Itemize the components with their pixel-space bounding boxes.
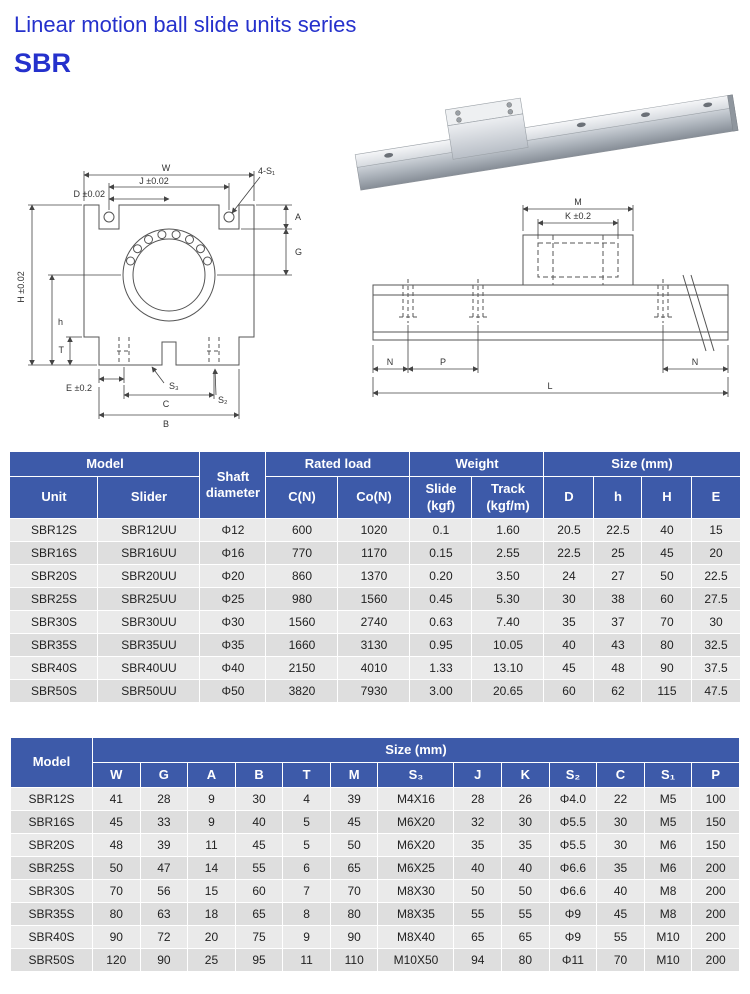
table-cell: M10 xyxy=(644,926,692,949)
column-header: S₂ xyxy=(549,763,597,788)
table-cell: 33 xyxy=(140,811,188,834)
table-cell: 22.5 xyxy=(544,541,594,564)
column-header-unit: Unit xyxy=(10,477,98,519)
table-cell: 40 xyxy=(235,811,283,834)
dim-label-s1: 4-S₁ xyxy=(258,166,276,176)
table-cell: 28 xyxy=(454,788,502,811)
table-cell: SBR16S xyxy=(10,541,98,564)
table-cell: 62 xyxy=(594,679,642,702)
column-header-slider: Slider xyxy=(98,477,200,519)
table-cell: 60 xyxy=(235,880,283,903)
column-header: K xyxy=(502,763,550,788)
column-header-size: Size (mm) xyxy=(544,452,740,477)
column-header: M xyxy=(330,763,378,788)
table-cell: 120 xyxy=(93,949,141,972)
table-cell: SBR25S xyxy=(10,587,98,610)
table-cell: 15 xyxy=(692,518,740,541)
table-cell: 14 xyxy=(188,857,236,880)
table-cell: 600 xyxy=(266,518,338,541)
table-row xyxy=(11,788,740,811)
table-cell: 150 xyxy=(692,811,740,834)
table-cell: 6 xyxy=(283,857,331,880)
table-row xyxy=(11,903,740,926)
dim-label-s2: S₂ xyxy=(218,395,228,405)
column-header-cn: C(N) xyxy=(266,477,338,519)
table-cell: 70 xyxy=(642,610,692,633)
column-header: B xyxy=(235,763,283,788)
table-cell: 200 xyxy=(692,880,740,903)
column-header-track-kgfm: Track (kgf/m) xyxy=(472,477,544,519)
table-cell: 24 xyxy=(544,564,594,587)
table-cell: 1660 xyxy=(266,633,338,656)
table-cell: M6X20 xyxy=(378,811,454,834)
table-cell: 11 xyxy=(283,949,331,972)
table-cell: 3.00 xyxy=(410,679,472,702)
dim-label-j: J ±0.02 xyxy=(139,176,169,186)
table-cell: SBR20S xyxy=(10,564,98,587)
dim-label-d: D ±0.02 xyxy=(73,189,105,199)
table-cell: M10X50 xyxy=(378,949,454,972)
table-cell: Φ16 xyxy=(200,541,266,564)
table-cell: 35 xyxy=(502,834,550,857)
table-cell: 0.45 xyxy=(410,587,472,610)
table-cell: 70 xyxy=(93,880,141,903)
dim-label-g: G xyxy=(295,247,303,257)
table-cell: Φ6.6 xyxy=(549,857,597,880)
table-cell: SBR30UU xyxy=(98,610,200,633)
table-cell: 45 xyxy=(330,811,378,834)
column-header-shaft-diameter: Shaft diameter xyxy=(200,452,266,519)
table-cell: 75 xyxy=(235,926,283,949)
column-header: G xyxy=(140,763,188,788)
table-cell: 3820 xyxy=(266,679,338,702)
table-cell: Φ40 xyxy=(200,656,266,679)
table2-body xyxy=(11,788,740,972)
table-cell: 22.5 xyxy=(692,564,740,587)
table-cell: M5 xyxy=(644,811,692,834)
table-cell: 70 xyxy=(597,949,645,972)
table-cell: Φ6.6 xyxy=(549,880,597,903)
column-header-weight: Weight xyxy=(410,452,544,477)
table-cell: 150 xyxy=(692,834,740,857)
table-row xyxy=(10,633,740,656)
table-cell: 5.30 xyxy=(472,587,544,610)
table-cell: 94 xyxy=(454,949,502,972)
table-cell: 45 xyxy=(597,903,645,926)
front-view-diagram xyxy=(4,127,334,435)
column-header: S₃ xyxy=(378,763,454,788)
dimension-lines xyxy=(28,171,292,419)
dim-label-l: L xyxy=(547,381,553,391)
table-cell: 90 xyxy=(93,926,141,949)
table-cell: 3130 xyxy=(338,633,410,656)
series-title: SBR xyxy=(14,48,72,78)
table-cell: SBR50S xyxy=(10,679,98,702)
table-cell: Φ5.5 xyxy=(549,834,597,857)
dim-label-c: C xyxy=(162,399,170,409)
table-cell: M6 xyxy=(644,834,692,857)
table-cell: 200 xyxy=(692,949,740,972)
column-header: W xyxy=(93,763,141,788)
table-cell: 1560 xyxy=(266,610,338,633)
table-cell: 2150 xyxy=(266,656,338,679)
table-cell: SBR20UU xyxy=(98,564,200,587)
dim-label-b: B xyxy=(162,419,170,429)
spec-table-dimensions xyxy=(10,737,740,973)
table-cell: 37 xyxy=(594,610,642,633)
dimension-lines xyxy=(373,205,728,397)
table-cell: 30 xyxy=(597,811,645,834)
table-cell: 65 xyxy=(330,857,378,880)
table-cell: 9 xyxy=(188,788,236,811)
table-cell: Φ4.0 xyxy=(549,788,597,811)
table-cell: 65 xyxy=(454,926,502,949)
table-cell: 45 xyxy=(544,656,594,679)
column-header: J xyxy=(454,763,502,788)
table-cell: 30 xyxy=(692,610,740,633)
dim-label-k: K ±0.2 xyxy=(565,211,591,221)
table-row xyxy=(10,518,740,541)
table-cell: Φ30 xyxy=(200,610,266,633)
dim-label-n1: N xyxy=(386,357,394,367)
table-cell: 0.1 xyxy=(410,518,472,541)
table-cell: 5 xyxy=(283,834,331,857)
table-cell: SBR25S xyxy=(11,857,93,880)
table-cell: 95 xyxy=(235,949,283,972)
table2-size-cols xyxy=(11,763,740,788)
table-row xyxy=(11,857,740,880)
table-cell: 60 xyxy=(642,587,692,610)
table-cell: 5 xyxy=(283,811,331,834)
table-row xyxy=(11,880,740,903)
column-header: A xyxy=(188,763,236,788)
dim-label-t: T xyxy=(58,345,64,355)
table-cell: 39 xyxy=(140,834,188,857)
table-cell: 26 xyxy=(502,788,550,811)
column-header-size: Size (mm) xyxy=(93,737,740,762)
table-cell: 80 xyxy=(642,633,692,656)
table-cell: 65 xyxy=(235,903,283,926)
table-cell: 27 xyxy=(594,564,642,587)
table-cell: SBR50S xyxy=(11,949,93,972)
technical-diagrams xyxy=(0,49,750,437)
table-cell: 30 xyxy=(544,587,594,610)
table-cell: 90 xyxy=(642,656,692,679)
table-cell: 7930 xyxy=(338,679,410,702)
dim-label-p: P xyxy=(439,357,447,367)
table-cell: 980 xyxy=(266,587,338,610)
table-cell: 770 xyxy=(266,541,338,564)
table-cell: 60 xyxy=(544,679,594,702)
table-cell: 3.50 xyxy=(472,564,544,587)
table-row xyxy=(10,610,740,633)
table-row xyxy=(11,926,740,949)
table-cell: 47 xyxy=(140,857,188,880)
table-cell: 35 xyxy=(454,834,502,857)
dim-label-e: E ±0.2 xyxy=(66,383,92,393)
table-cell: 30 xyxy=(235,788,283,811)
table-cell: 32 xyxy=(454,811,502,834)
table-cell: 0.20 xyxy=(410,564,472,587)
table-cell: 40 xyxy=(642,518,692,541)
table-cell: 63 xyxy=(140,903,188,926)
table-cell: 50 xyxy=(454,880,502,903)
table-cell: M8 xyxy=(644,903,692,926)
table-row xyxy=(10,541,740,564)
table-cell: SBR20S xyxy=(11,834,93,857)
table-cell: SBR12S xyxy=(11,788,93,811)
column-header-e: E xyxy=(692,477,740,519)
table-cell: 90 xyxy=(330,926,378,949)
table-cell: 70 xyxy=(330,880,378,903)
table-cell: Φ12 xyxy=(200,518,266,541)
table-cell: 200 xyxy=(692,903,740,926)
tables-gap xyxy=(0,703,750,723)
table-cell: 0.95 xyxy=(410,633,472,656)
table-cell: 1370 xyxy=(338,564,410,587)
table-cell: 40 xyxy=(597,880,645,903)
column-header: T xyxy=(283,763,331,788)
table-cell: Φ25 xyxy=(200,587,266,610)
table-cell: 41 xyxy=(93,788,141,811)
table-cell: SBR12S xyxy=(10,518,98,541)
table-cell: M8X35 xyxy=(378,903,454,926)
table-cell: 50 xyxy=(642,564,692,587)
table-cell: 28 xyxy=(140,788,188,811)
table-cell: SBR16UU xyxy=(98,541,200,564)
table-cell: 40 xyxy=(454,857,502,880)
table-cell: 25 xyxy=(594,541,642,564)
table-cell: 39 xyxy=(330,788,378,811)
page-title: Linear motion ball slide units series xyxy=(14,12,357,37)
column-header-con: Co(N) xyxy=(338,477,410,519)
column-header: S₁ xyxy=(644,763,692,788)
table-cell: Φ20 xyxy=(200,564,266,587)
table-cell: M8X30 xyxy=(378,880,454,903)
table-cell: SBR40S xyxy=(11,926,93,949)
table-cell: 11 xyxy=(188,834,236,857)
table-cell: 13.10 xyxy=(472,656,544,679)
table-cell: 45 xyxy=(642,541,692,564)
table-cell: 20.5 xyxy=(544,518,594,541)
table-cell: 15 xyxy=(188,880,236,903)
table-cell: 40 xyxy=(544,633,594,656)
table-cell: 2.55 xyxy=(472,541,544,564)
table-cell: 90 xyxy=(140,949,188,972)
table-row xyxy=(11,811,740,834)
table-row xyxy=(11,834,740,857)
table-cell: 10.05 xyxy=(472,633,544,656)
table-cell: 40 xyxy=(502,857,550,880)
table-cell: 7.40 xyxy=(472,610,544,633)
table-cell: 50 xyxy=(93,857,141,880)
table-cell: 55 xyxy=(454,903,502,926)
table-cell: SBR35S xyxy=(10,633,98,656)
table-cell: M6X20 xyxy=(378,834,454,857)
table-cell: 1.60 xyxy=(472,518,544,541)
table-cell: M6X25 xyxy=(378,857,454,880)
rail-render xyxy=(350,65,738,190)
table-cell: 35 xyxy=(544,610,594,633)
table-cell: Φ5.5 xyxy=(549,811,597,834)
table-cell: 1020 xyxy=(338,518,410,541)
column-header: C xyxy=(597,763,645,788)
dim-label-w: W xyxy=(161,163,171,173)
column-header-h-cap: H xyxy=(642,477,692,519)
table-cell: M10 xyxy=(644,949,692,972)
table-cell: 4010 xyxy=(338,656,410,679)
table-cell: 115 xyxy=(642,679,692,702)
table-cell: 18 xyxy=(188,903,236,926)
table-cell: 43 xyxy=(594,633,642,656)
table-cell: 72 xyxy=(140,926,188,949)
table-cell: 20 xyxy=(188,926,236,949)
table-cell: 0.63 xyxy=(410,610,472,633)
spec-table-load xyxy=(9,451,740,703)
table-cell: 80 xyxy=(93,903,141,926)
table-row xyxy=(10,587,740,610)
table-cell: 80 xyxy=(502,949,550,972)
table-cell: 2740 xyxy=(338,610,410,633)
table-cell: 48 xyxy=(594,656,642,679)
table-cell: 80 xyxy=(330,903,378,926)
table-cell: Φ35 xyxy=(200,633,266,656)
table-cell: 32.5 xyxy=(692,633,740,656)
table-row xyxy=(11,949,740,972)
table-cell: 35 xyxy=(597,857,645,880)
table-cell: 22.5 xyxy=(594,518,642,541)
table-cell: 30 xyxy=(597,834,645,857)
table-cell: 56 xyxy=(140,880,188,903)
table-cell: Φ50 xyxy=(200,679,266,702)
table-cell: 27.5 xyxy=(692,587,740,610)
table-cell: 0.15 xyxy=(410,541,472,564)
table-cell: SBR30S xyxy=(10,610,98,633)
table-cell: M6 xyxy=(644,857,692,880)
table-cell: 1170 xyxy=(338,541,410,564)
dim-label-n2: N xyxy=(691,357,699,367)
table-cell: 30 xyxy=(502,811,550,834)
table-cell: 65 xyxy=(502,926,550,949)
table-cell: 110 xyxy=(330,949,378,972)
table-row xyxy=(10,564,740,587)
table-cell: 50 xyxy=(330,834,378,857)
table-cell: 47.5 xyxy=(692,679,740,702)
table-cell: SBR50UU xyxy=(98,679,200,702)
table-cell: 55 xyxy=(235,857,283,880)
table-cell: 9 xyxy=(188,811,236,834)
table-cell: 1.33 xyxy=(410,656,472,679)
side-view-diagram xyxy=(358,177,748,417)
table-row xyxy=(10,679,740,702)
dim-label-h: h xyxy=(58,317,64,327)
dim-label-s3: S₃ xyxy=(169,381,179,391)
table-cell: 22 xyxy=(597,788,645,811)
table-cell: 20.65 xyxy=(472,679,544,702)
table-cell: SBR25UU xyxy=(98,587,200,610)
table-cell: M8 xyxy=(644,880,692,903)
table-cell: 25 xyxy=(188,949,236,972)
table-cell: 55 xyxy=(597,926,645,949)
table-cell: SBR16S xyxy=(11,811,93,834)
table-cell: 20 xyxy=(692,541,740,564)
table-cell: 38 xyxy=(594,587,642,610)
dim-label-a: A xyxy=(295,212,302,222)
column-header-model: Model xyxy=(10,452,200,477)
table-cell: SBR40UU xyxy=(98,656,200,679)
column-header: P xyxy=(692,763,740,788)
table-cell: M5 xyxy=(644,788,692,811)
table-cell: SBR35UU xyxy=(98,633,200,656)
table-cell: M4X16 xyxy=(378,788,454,811)
column-header-model: Model xyxy=(11,737,93,788)
table-cell: 8 xyxy=(283,903,331,926)
table-cell: SBR30S xyxy=(11,880,93,903)
column-header-h-small: h xyxy=(594,477,642,519)
table-cell: 55 xyxy=(502,903,550,926)
table-cell: 9 xyxy=(283,926,331,949)
dim-label-H: H ±0.02 xyxy=(16,271,26,303)
table-cell: 200 xyxy=(692,926,740,949)
table-cell: 7 xyxy=(283,880,331,903)
table-cell: 860 xyxy=(266,564,338,587)
table-cell: 4 xyxy=(283,788,331,811)
table-cell: Φ9 xyxy=(549,926,597,949)
dim-label-m: M xyxy=(574,197,582,207)
table-cell: Φ9 xyxy=(549,903,597,926)
table-cell: 45 xyxy=(93,811,141,834)
table-cell: 37.5 xyxy=(692,656,740,679)
table-cell: M8X40 xyxy=(378,926,454,949)
table-cell: 50 xyxy=(502,880,550,903)
table-cell: SBR12UU xyxy=(98,518,200,541)
table1-body xyxy=(10,518,740,702)
column-header-d: D xyxy=(544,477,594,519)
table-cell: 1560 xyxy=(338,587,410,610)
table-cell: Φ11 xyxy=(549,949,597,972)
table-cell: SBR40S xyxy=(10,656,98,679)
table-cell: SBR35S xyxy=(11,903,93,926)
column-header-rated-load: Rated load xyxy=(266,452,410,477)
table-cell: 100 xyxy=(692,788,740,811)
table-cell: 200 xyxy=(692,857,740,880)
table-row xyxy=(10,656,740,679)
table-cell: 45 xyxy=(235,834,283,857)
table-cell: 48 xyxy=(93,834,141,857)
column-header-slide-kgf: Slide (kgf) xyxy=(410,477,472,519)
